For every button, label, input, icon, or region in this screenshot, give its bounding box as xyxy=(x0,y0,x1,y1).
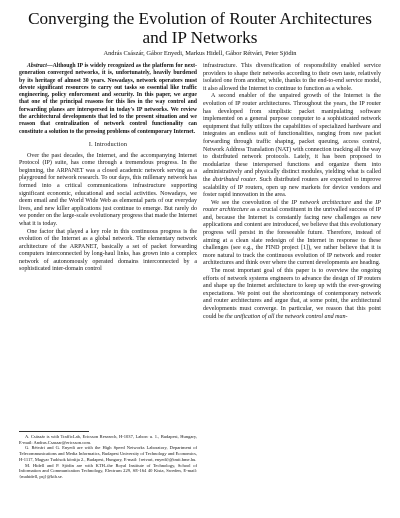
left-column xyxy=(19,63,197,274)
footnote-retvari-enyedi: G. Rétvári and G. Enyedi are with the High Speed Networks Laboratory, Department of Telecommunications and Media Informatics, Budapest University of Technology and Economics, H-1117, Magyar Tudósok körútja 2., Budapest, Hungary, E-mail: {retvari, enyedi}@tmit.bme.hu. xyxy=(19,445,197,462)
footnotes xyxy=(19,434,197,480)
abstract-text: —Although IP is widely recognized as the platform for next-generation converged networks, it is, unfortunately, heavily burdened by its heritage of almost 30 years. Nowadays, network operators must devote significant resources to carry out tasks so essential like traffic engineering, policy enforcement and security. In this paper, we argue that one of the principal reasons for this lies in the way control and forwarding planes are interspersed in today's IP networks. We review the architectural developments that led to the present situation and we reason that centralization of network control functionality can constitute a solution to the pressing problems of contemporary Internet. xyxy=(19,63,197,135)
title-line-2: and IP Networks xyxy=(142,28,258,47)
p3-text-a: We see the coevolution of the xyxy=(211,199,292,206)
p2-text-b: . Such distributed routers are expected to improve scalability of IP routers, open up new markets for device vendors and foster rapid innovation in the area. xyxy=(203,176,381,199)
title-line-1: Converging the Evolution of Router Architectures xyxy=(28,9,372,28)
p3-emphasis-2: IP router architecture xyxy=(203,199,381,214)
p4-text-a: The most important goal of this paper is to overview the ongoing efforts of network systems engineers to advance the design of IP routers and shape up the Internet architecture to keep up with the ever-growing expectations. We point out the shortcomings of contemporary network and router architectures and argue that, at some point, the architectural developments must converge. In particular, we reason that this point could be xyxy=(203,268,381,320)
footnote-csaszar: A. Császár is with TrafficLab, Ericsson Research, H-1037, Laborc u. 1., Budapest, Hungary, E-mail: Andras.Csaszar@ericsson.com. xyxy=(19,434,197,445)
footnote-hidell-sjodin: M. Hidell and P. Sjödin are with KTH–the Royal Institute of Technology, School of Information and Communication Technology, Electrum 229, SE-164 40 Kista, Sweden, E-mail: {mahidell, psj}@kth.se. xyxy=(19,462,197,479)
p2-text-a: A second enabler of the unpaired growth of the Internet is the evolution of IP router architectures. Throughout the years, the IP router has developed from simplistic packet manipulating software implemented on a general purpose computer to a sophisticated network equipment that fully utilizes the capabilities of specialized hardware and integrates an endless suit of functionalities, ranging from raw packet forwarding through traffic shaping, packet queuing, access control, Network Address Translation (NAT) with connection tracking all the way to distributed network protocols. Lately, it has been proposed to modularize these interspersed functions and organize them into administratively and physically distinct modules, yielding what is called the xyxy=(203,93,381,183)
right-paragraph-1: infrastructure. This diversification of responsibility enabled service providers to shape their networks according to their own taste, relatively isolated one from another, while, thanks to the end-to-end service model, it also allowed the Internet to continue to function as a whole. xyxy=(203,63,381,92)
abstract xyxy=(19,63,197,136)
intro-paragraph-2: One factor that played a key role in this continuous progress is the evolution of the Internet as a global network. The elementary network architecture of the ARPANET, basically a set of packet forwarding computers interconnected by long-haul links, has grown into a complex network of autonomously operated domains interconnected by a sophisticated inter-domain control xyxy=(19,228,197,273)
abstract-lead: Abstract xyxy=(27,63,47,69)
right-paragraph-2 xyxy=(203,93,381,199)
intro-paragraph-1: Over the past decades, the Internet, and the accompanying Internet Protocol (IP) suite, has come through a tremendous progress. In the beginning, the ARPANET was a closed academic network serving as a playground for network research. To our days, this millenary network has formed into a critical communications infrastructure supporting significant economic, educational and social activities. Nowadays, we deem email and the World Wide Web as elemental parts of our everyday lives, and new killer applications just continue to emerge. But rarely do we ponder on the large-scale evolutionary progress that made the Internet what it is today. xyxy=(19,152,197,227)
paper-title xyxy=(20,9,380,47)
author-list: András Császár, Gábor Enyedi, Markus Hidell, Gábor Rétvári, Peter Sjödin xyxy=(103,50,297,57)
p4-emphasis: the unification of all the network control and man- xyxy=(225,313,348,320)
right-column xyxy=(203,63,381,321)
p3-text-b: and the xyxy=(350,199,376,206)
p3-text-c: as a crucial constituent in the unrivalled success of IP and, because the Internet is constantly facing new challenges as new applications and content are introduced, we believe that this evolutionary progress will persist in the foreseeable future. Therefore, instead of aiming at a clean slate redesign of the Internet in response to these challenges (see e.g., the FIND project [1]), we rather believe that it is more natural to track the continuous evolution of IP network and router architectures and think over where the current developments are heading. xyxy=(203,207,381,267)
p2-emphasis: distributed router xyxy=(212,176,256,183)
right-paragraph-4 xyxy=(203,268,381,321)
section-heading-introduction: I. Introduction xyxy=(88,141,128,148)
footnote-rule xyxy=(19,431,89,432)
right-paragraph-3 xyxy=(203,200,381,268)
p3-emphasis-1: IP network architecture xyxy=(291,199,351,206)
